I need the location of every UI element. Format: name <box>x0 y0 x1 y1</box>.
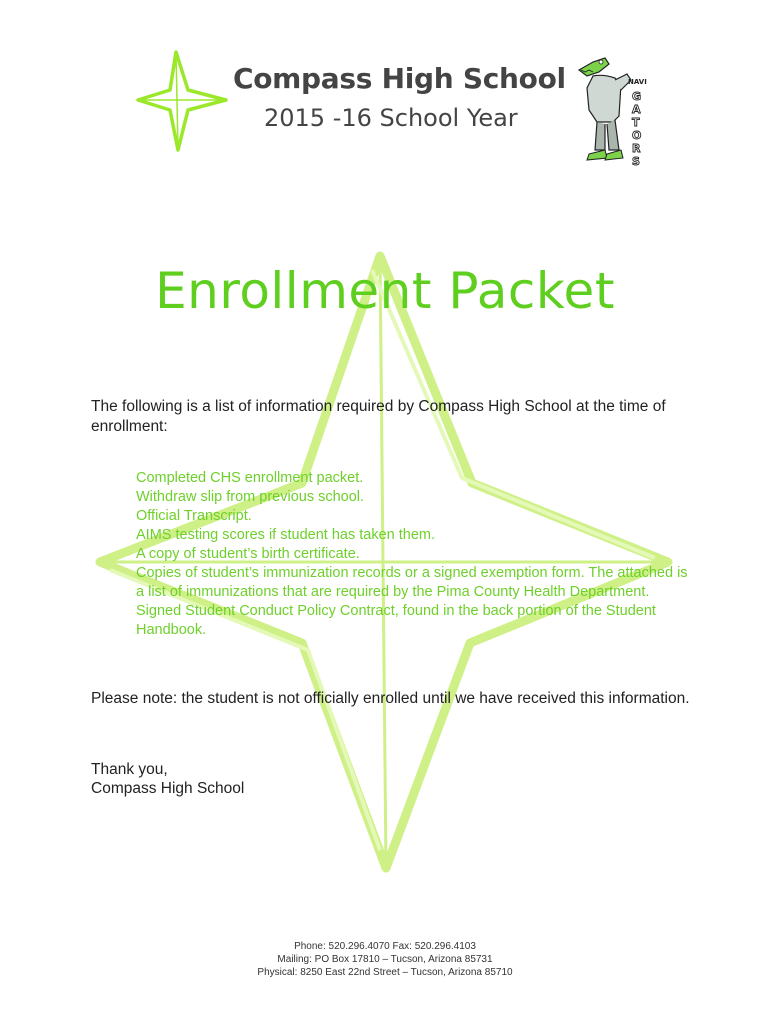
school-name: Compass High School <box>233 62 566 95</box>
footer-mailing-address: Mailing: PO Box 17810 – Tucson, Arizona 85731 <box>277 954 493 965</box>
list-item: A copy of student’s birth certificate. <box>136 546 360 562</box>
requirements-list <box>136 469 696 640</box>
mascot-letter-o: O <box>632 129 642 142</box>
list-item: Signed Student Conduct Policy Contract, found in the back portion of the Student Handbook. <box>136 603 656 638</box>
contact-footer <box>0 940 770 979</box>
mascot-letter-a: A <box>632 103 641 116</box>
list-item: Copies of student’s immunization records or a signed exemption form. The attached is a list of immunizations that are required by the Pima County Health Department. <box>136 565 688 600</box>
gator-mascot-logo <box>575 50 647 166</box>
footer-physical-address: Physical: 8250 East 22nd Street – Tucson, Arizona 85710 <box>257 967 513 978</box>
document-title: Enrollment Packet <box>155 262 615 320</box>
signature-text: Compass High School <box>91 780 245 797</box>
mascot-letter-g: G <box>632 90 642 103</box>
compass-logo-icon <box>134 48 230 154</box>
mascot-side-text <box>632 90 645 166</box>
closing-text: Thank you, <box>91 761 168 778</box>
mascot-letter-r: R <box>632 142 641 155</box>
mascot-letter-t: T <box>632 116 640 129</box>
list-item: Withdraw slip from previous school. <box>136 489 365 505</box>
list-item: AIMS testing scores if student has taken them. <box>136 527 436 543</box>
list-item: Completed CHS enrollment packet. <box>136 470 364 486</box>
mascot-letter-s: S <box>632 155 640 166</box>
intro-paragraph: The following is a list of information required by Compass High School at the time of enrollment: <box>91 398 666 435</box>
mascot-top-text: NAVI <box>628 78 647 86</box>
footer-phone-fax: Phone: 520.296.4070 Fax: 520.296.4103 <box>294 941 476 952</box>
signoff <box>91 760 244 798</box>
enrollment-note: Please note: the student is not officially enrolled until we have received this information. <box>91 690 690 707</box>
school-year: 2015 -16 School Year <box>264 104 518 132</box>
list-item: Official Transcript. <box>136 508 252 524</box>
